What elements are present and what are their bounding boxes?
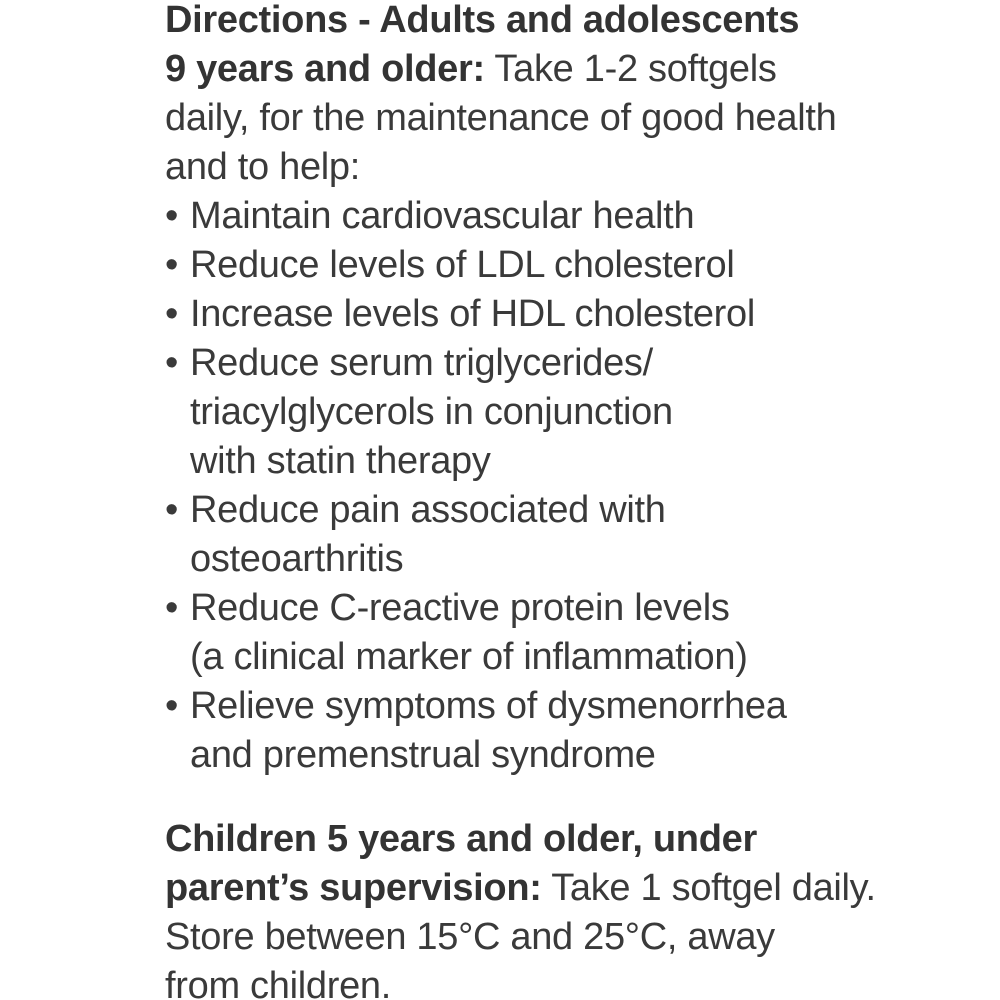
storage-line: from children.: [165, 965, 391, 1000]
list-item-text: and premenstrual syndrome: [190, 734, 656, 776]
list-item-text: Relieve symptoms of dysmenorrhea: [190, 685, 787, 727]
bullet-icon: •: [165, 685, 179, 727]
list-item: [165, 241, 985, 290]
children-heading: Children 5 years and older, under: [165, 818, 757, 860]
list-item-text: Reduce C-reactive protein levels: [190, 587, 730, 629]
list-item-text: Increase levels of HDL cholesterol: [190, 293, 755, 335]
bullet-icon: •: [165, 195, 179, 237]
storage-line: Store between 15°C and 25°C, away: [165, 916, 775, 958]
list-item-text: Reduce levels of LDL cholesterol: [190, 244, 735, 286]
intro-line: and to help:: [165, 146, 361, 188]
list-item: [165, 486, 985, 584]
children-dosage-text: Take 1 softgel daily.: [541, 867, 876, 909]
bullet-icon: •: [165, 244, 179, 286]
list-item: [165, 584, 985, 682]
intro-line: daily, for the maintenance of good health: [165, 97, 837, 139]
bullet-icon: •: [165, 489, 179, 531]
children-section: [165, 815, 985, 1000]
list-item-text: (a clinical marker of inflammation): [190, 636, 748, 678]
list-item: [165, 290, 985, 339]
directions-heading: Directions - Adults and adolescents: [165, 0, 800, 41]
age-requirement: 9 years and older:: [165, 48, 485, 90]
directions-section: [165, 0, 985, 780]
dosage-text: Take 1-2 softgels: [484, 48, 777, 90]
bullet-icon: •: [165, 587, 179, 629]
list-item-text: Reduce pain associated with: [190, 489, 666, 531]
benefits-list: [165, 192, 985, 780]
list-item-text: osteoarthritis: [190, 538, 404, 580]
list-item-text: triacylglycerols in conjunction: [190, 391, 673, 433]
bullet-icon: •: [165, 342, 179, 384]
supervision-requirement: parent’s supervision:: [165, 867, 542, 909]
children-dosage-line: [165, 864, 985, 913]
list-item-text: Reduce serum triglycerides/: [190, 342, 653, 384]
list-item: [165, 192, 985, 241]
list-item: [165, 682, 985, 780]
list-item: [165, 339, 985, 486]
list-item-text: Maintain cardiovascular health: [190, 195, 695, 237]
directions-dosage-line: [165, 45, 985, 94]
bullet-icon: •: [165, 293, 179, 335]
list-item-text: with statin therapy: [190, 440, 491, 482]
